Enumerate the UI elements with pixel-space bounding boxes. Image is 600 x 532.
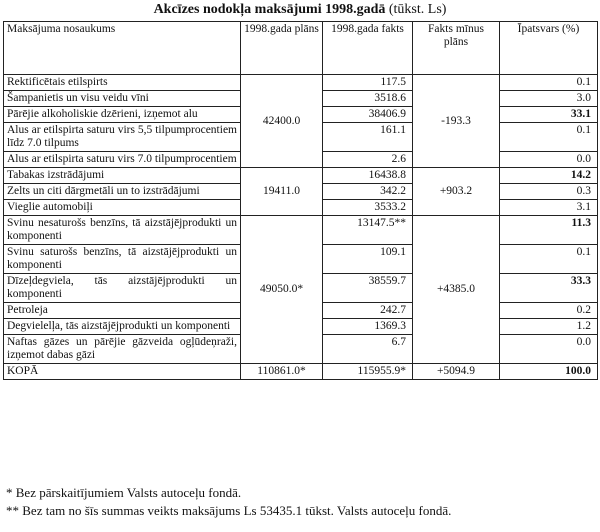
row-share: 0.3 xyxy=(500,184,598,200)
total-fact: 115955.9* xyxy=(323,364,413,380)
row-name: Pārējie alkoholiskie dzērieni, izņemot alu xyxy=(4,107,241,123)
row-fact: 1369.3 xyxy=(323,319,413,335)
total-label: KOPĀ xyxy=(4,364,241,380)
row-name: Degvielelļa, tās aizstājējprodukti un komponenti xyxy=(4,319,241,335)
row-name: Svinu nesaturošs benzīns, tā aizstājējprodukti un komponenti xyxy=(4,216,241,245)
row-fact: 38406.9 xyxy=(323,107,413,123)
row-name: Naftas gāzes un pārējie gāzveida ogļūdeņraži, izņemot dabas gāzi xyxy=(4,335,241,364)
row-fact: 342.2 xyxy=(323,184,413,200)
row-name: Petroleja xyxy=(4,303,241,319)
total-share: 100.0 xyxy=(500,364,598,380)
row-fact: 2.6 xyxy=(323,152,413,168)
row-share: 1.2 xyxy=(500,319,598,335)
row-name: Vieglie automobiļi xyxy=(4,200,241,216)
header-fact: 1998.gada fakts xyxy=(323,22,413,75)
row-fact: 38559.7 xyxy=(323,274,413,303)
table-row xyxy=(4,216,598,245)
row-share: 11.3 xyxy=(500,216,598,245)
fuel-diff: +4385.0 xyxy=(413,216,500,364)
row-share: 0.0 xyxy=(500,152,598,168)
row-share: 14.2 xyxy=(500,168,598,184)
tobacco-diff: +903.2 xyxy=(413,168,500,216)
row-name: Alus ar etilspirta saturu virs 5,5 tilpumprocentiem līdz 7.0 tilpums xyxy=(4,123,241,152)
row-share: 0.1 xyxy=(500,75,598,91)
total-plan: 110861.0* xyxy=(241,364,323,380)
tobacco-plan: 19411.0 xyxy=(241,168,323,216)
total-diff: +5094.9 xyxy=(413,364,500,380)
row-name: Zelts un citi dārgmetāli un to izstrādājumi xyxy=(4,184,241,200)
header-name: Maksājuma nosaukums xyxy=(4,22,241,75)
row-fact: 3533.2 xyxy=(323,200,413,216)
row-fact: 16438.8 xyxy=(323,168,413,184)
row-share: 0.1 xyxy=(500,123,598,152)
row-share: 0.2 xyxy=(500,303,598,319)
table-row xyxy=(4,75,598,91)
excise-tax-table xyxy=(3,21,598,380)
header-plan: 1998.gada plāns xyxy=(241,22,323,75)
row-fact: 117.5 xyxy=(323,75,413,91)
row-name: Svinu saturošs benzīns, tā aizstājējprodukti un komponenti xyxy=(4,245,241,274)
row-share: 3.1 xyxy=(500,200,598,216)
row-name: Alus ar etilspirta saturu virs 7.0 tilpumprocentiem xyxy=(4,152,241,168)
row-fact: 242.7 xyxy=(323,303,413,319)
fuel-plan: 49050.0* xyxy=(241,216,323,364)
table-row xyxy=(4,168,598,184)
row-name: Tabakas izstrādājumi xyxy=(4,168,241,184)
row-fact: 6.7 xyxy=(323,335,413,364)
header-row xyxy=(4,22,598,75)
header-diff: Fakts mīnus plāns xyxy=(413,22,500,75)
row-fact: 13147.5** xyxy=(323,216,413,245)
footnotes xyxy=(6,484,451,520)
row-share: 0.0 xyxy=(500,335,598,364)
footnote-2: ** Bez tam no šīs summas veikts maksājums Ls 53435.1 tūkst. Valsts autoceļu fondā. xyxy=(6,503,452,518)
row-share: 33.1 xyxy=(500,107,598,123)
row-share: 33.3 xyxy=(500,274,598,303)
row-name: Rektificētais etilspirts xyxy=(4,75,241,91)
row-name: Dīzeļdegviela, tās aizstājējprodukti un komponenti xyxy=(4,274,241,303)
total-row xyxy=(4,364,598,380)
row-fact: 161.1 xyxy=(323,123,413,152)
row-fact: 109.1 xyxy=(323,245,413,274)
alcohol-diff: -193.3 xyxy=(413,75,500,168)
row-share: 3.0 xyxy=(500,91,598,107)
row-share: 0.1 xyxy=(500,245,598,274)
row-fact: 3518.6 xyxy=(323,91,413,107)
alcohol-plan: 42400.0 xyxy=(241,75,323,168)
table-title: Akcīzes nodokļa maksājumi 1998.gadā (tūkst. Ls) xyxy=(153,2,447,17)
row-name: Šampanietis un visu veidu vīni xyxy=(4,91,241,107)
header-share: Īpatsvars (%) xyxy=(500,22,598,75)
footnote-1: * Bez pārskaitījumiem Valsts autoceļu fondā. xyxy=(6,485,242,500)
